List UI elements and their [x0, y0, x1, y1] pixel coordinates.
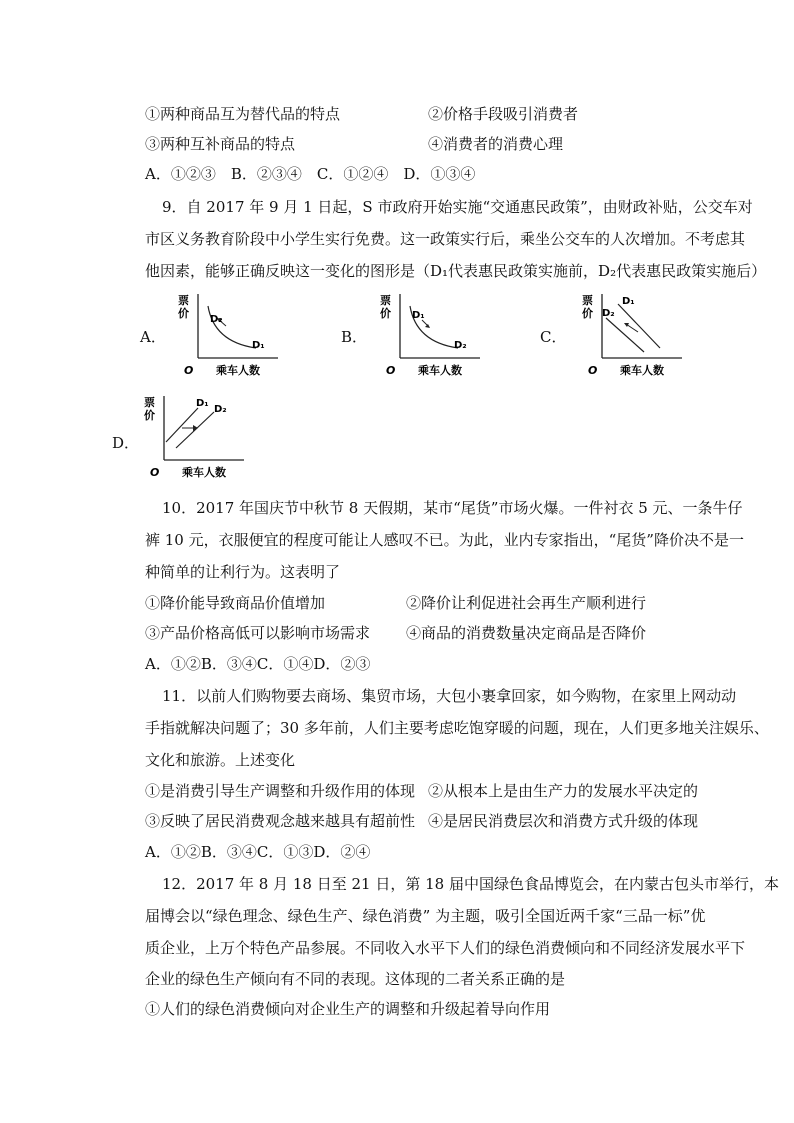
q9-line-1: 9．自 2017 年 9 月 1 日起，S 市政府开始实施“交通惠民政策”，由财政补贴，公交车对 — [162, 198, 753, 216]
q12-line-1: 12．2017 年 8 月 18 日至 21 日，第 18 届中国绿色食品博览会，在内蒙古包头市举行，本 — [162, 875, 779, 893]
q11-option-4: ④是居民消费层次和消费方式升级的体现 — [428, 812, 699, 830]
graph-c — [574, 290, 694, 384]
q10-option-2: ②降价让利促进社会再生产顺利进行 — [406, 594, 647, 612]
graph-b-ylabel-1: 票 — [380, 294, 391, 307]
q10-line-1: 10．2017 年国庆节中秋节 8 天假期，某市“尾货”市场火爆。一件衬衣 5 元、一条牛仔 — [162, 499, 743, 517]
q11-line-3: 文化和旅游。上述变化 — [145, 751, 296, 769]
q10-option-1: ①降价能导致商品价值增加 — [145, 594, 326, 612]
graph-c-origin: O — [588, 364, 598, 377]
q12-line-3: 质企业，上万个特色产品参展。不同收入水平下人们的绿色消费倾向和不同经济发展水平下 — [145, 939, 746, 957]
graph-d-ylabel-1: 票 — [144, 396, 155, 409]
graph-d-xlabel: 乘车人数 — [182, 466, 226, 479]
graph-c-ylabel-1: 票 — [582, 294, 593, 307]
q11-option-2: ②从根本上是由生产力的发展水平决定的 — [428, 782, 699, 800]
graph-b-curve-top: D₁ — [412, 310, 425, 321]
graph-d-line-right: D₂ — [214, 404, 227, 415]
q8-option-1: ①两种商品互为替代品的特点 — [145, 105, 341, 123]
q10-line-2: 裤 10 元，衣服便宜的程度可能让人感叹不已。为此，业内专家指出，“尾货”降价决不是一 — [145, 531, 744, 549]
q8-option-2: ②价格手段吸引消费者 — [428, 105, 579, 123]
graph-a — [170, 290, 290, 384]
graph-b-curve-bottom: D₂ — [454, 340, 467, 351]
q8-option-3: ③两种互补商品的特点 — [145, 135, 296, 153]
graph-b-origin: O — [386, 364, 396, 377]
q11-line-2: 手指就解决问题了；30 多年前，人们主要考虑吃饱穿暖的问题，现在，人们更多地关注娱乐、 — [145, 719, 769, 737]
graph-a-label: A． — [140, 328, 166, 346]
q9-line-2: 市区义务教育阶段中小学生实行免费。这一政策实行后，乘坐公交车的人次增加。不考虑其 — [145, 230, 746, 248]
graph-a-curve-top: D₂ — [210, 314, 223, 325]
graph-a-origin: O — [184, 364, 194, 377]
graph-b-ylabel-2: 价 — [380, 307, 391, 320]
q11-option-3: ③反映了居民消费观念越来越具有超前性 — [145, 812, 416, 830]
q12-line-2: 届博会以“绿色理念、绿色生产、绿色消费” 为主题，吸引全国近两千家“三品一标”优 — [145, 907, 706, 925]
graph-d-label: D． — [112, 434, 140, 452]
graph-c-xlabel: 乘车人数 — [620, 364, 664, 377]
graph-d-line-left: D₁ — [196, 398, 209, 409]
graph-c-line-left: D₂ — [602, 308, 615, 319]
q10-line-3: 种简单的让利行为。这表明了 — [145, 563, 341, 581]
graph-a-ylabel-1: 票 — [178, 294, 189, 307]
q10-option-4: ④商品的消费数量决定商品是否降价 — [406, 624, 647, 642]
graph-b-xlabel: 乘车人数 — [418, 364, 462, 377]
q8-answers: A．①②③ B．②③④ C．①②④ D．①③④ — [145, 165, 476, 183]
q11-option-1: ①是消费引导生产调整和升级作用的体现 — [145, 782, 416, 800]
graph-d-origin: O — [150, 466, 160, 479]
q11-line-1: 11．以前人们购物要去商场、集贸市场，大包小裹拿回家，如今购物，在家里上网动动 — [162, 687, 737, 705]
graph-a-curve-bottom: D₁ — [252, 340, 265, 351]
graph-c-label: C． — [540, 328, 567, 346]
graph-d — [136, 392, 256, 486]
graph-d-ylabel-2: 价 — [144, 409, 155, 422]
graph-b — [372, 290, 492, 384]
q12-option-1: ①人们的绿色消费倾向对企业生产的调整和升级起着导向作用 — [145, 1000, 551, 1018]
graph-c-line-right: D₁ — [622, 296, 635, 307]
q9-line-3: 他因素，能够正确反映这一变化的图形是（D₁代表惠民政策实施前，D₂代表惠民政策实施后） — [145, 262, 767, 280]
q10-answers: A．①②B．③④C．①④D．②③ — [145, 655, 371, 673]
graph-a-xlabel: 乘车人数 — [216, 364, 260, 377]
q10-option-3: ③产品价格高低可以影响市场需求 — [145, 624, 371, 642]
q8-option-4: ④消费者的消费心理 — [428, 135, 564, 153]
graph-b-label: B． — [341, 328, 368, 346]
q12-line-4: 企业的绿色生产倾向有不同的表现。这体现的二者关系正确的是 — [145, 970, 566, 988]
graph-a-ylabel-2: 价 — [178, 307, 189, 320]
graph-c-ylabel-2: 价 — [582, 307, 593, 320]
q11-answers: A．①②B．③④C．①③D．②④ — [145, 843, 371, 861]
